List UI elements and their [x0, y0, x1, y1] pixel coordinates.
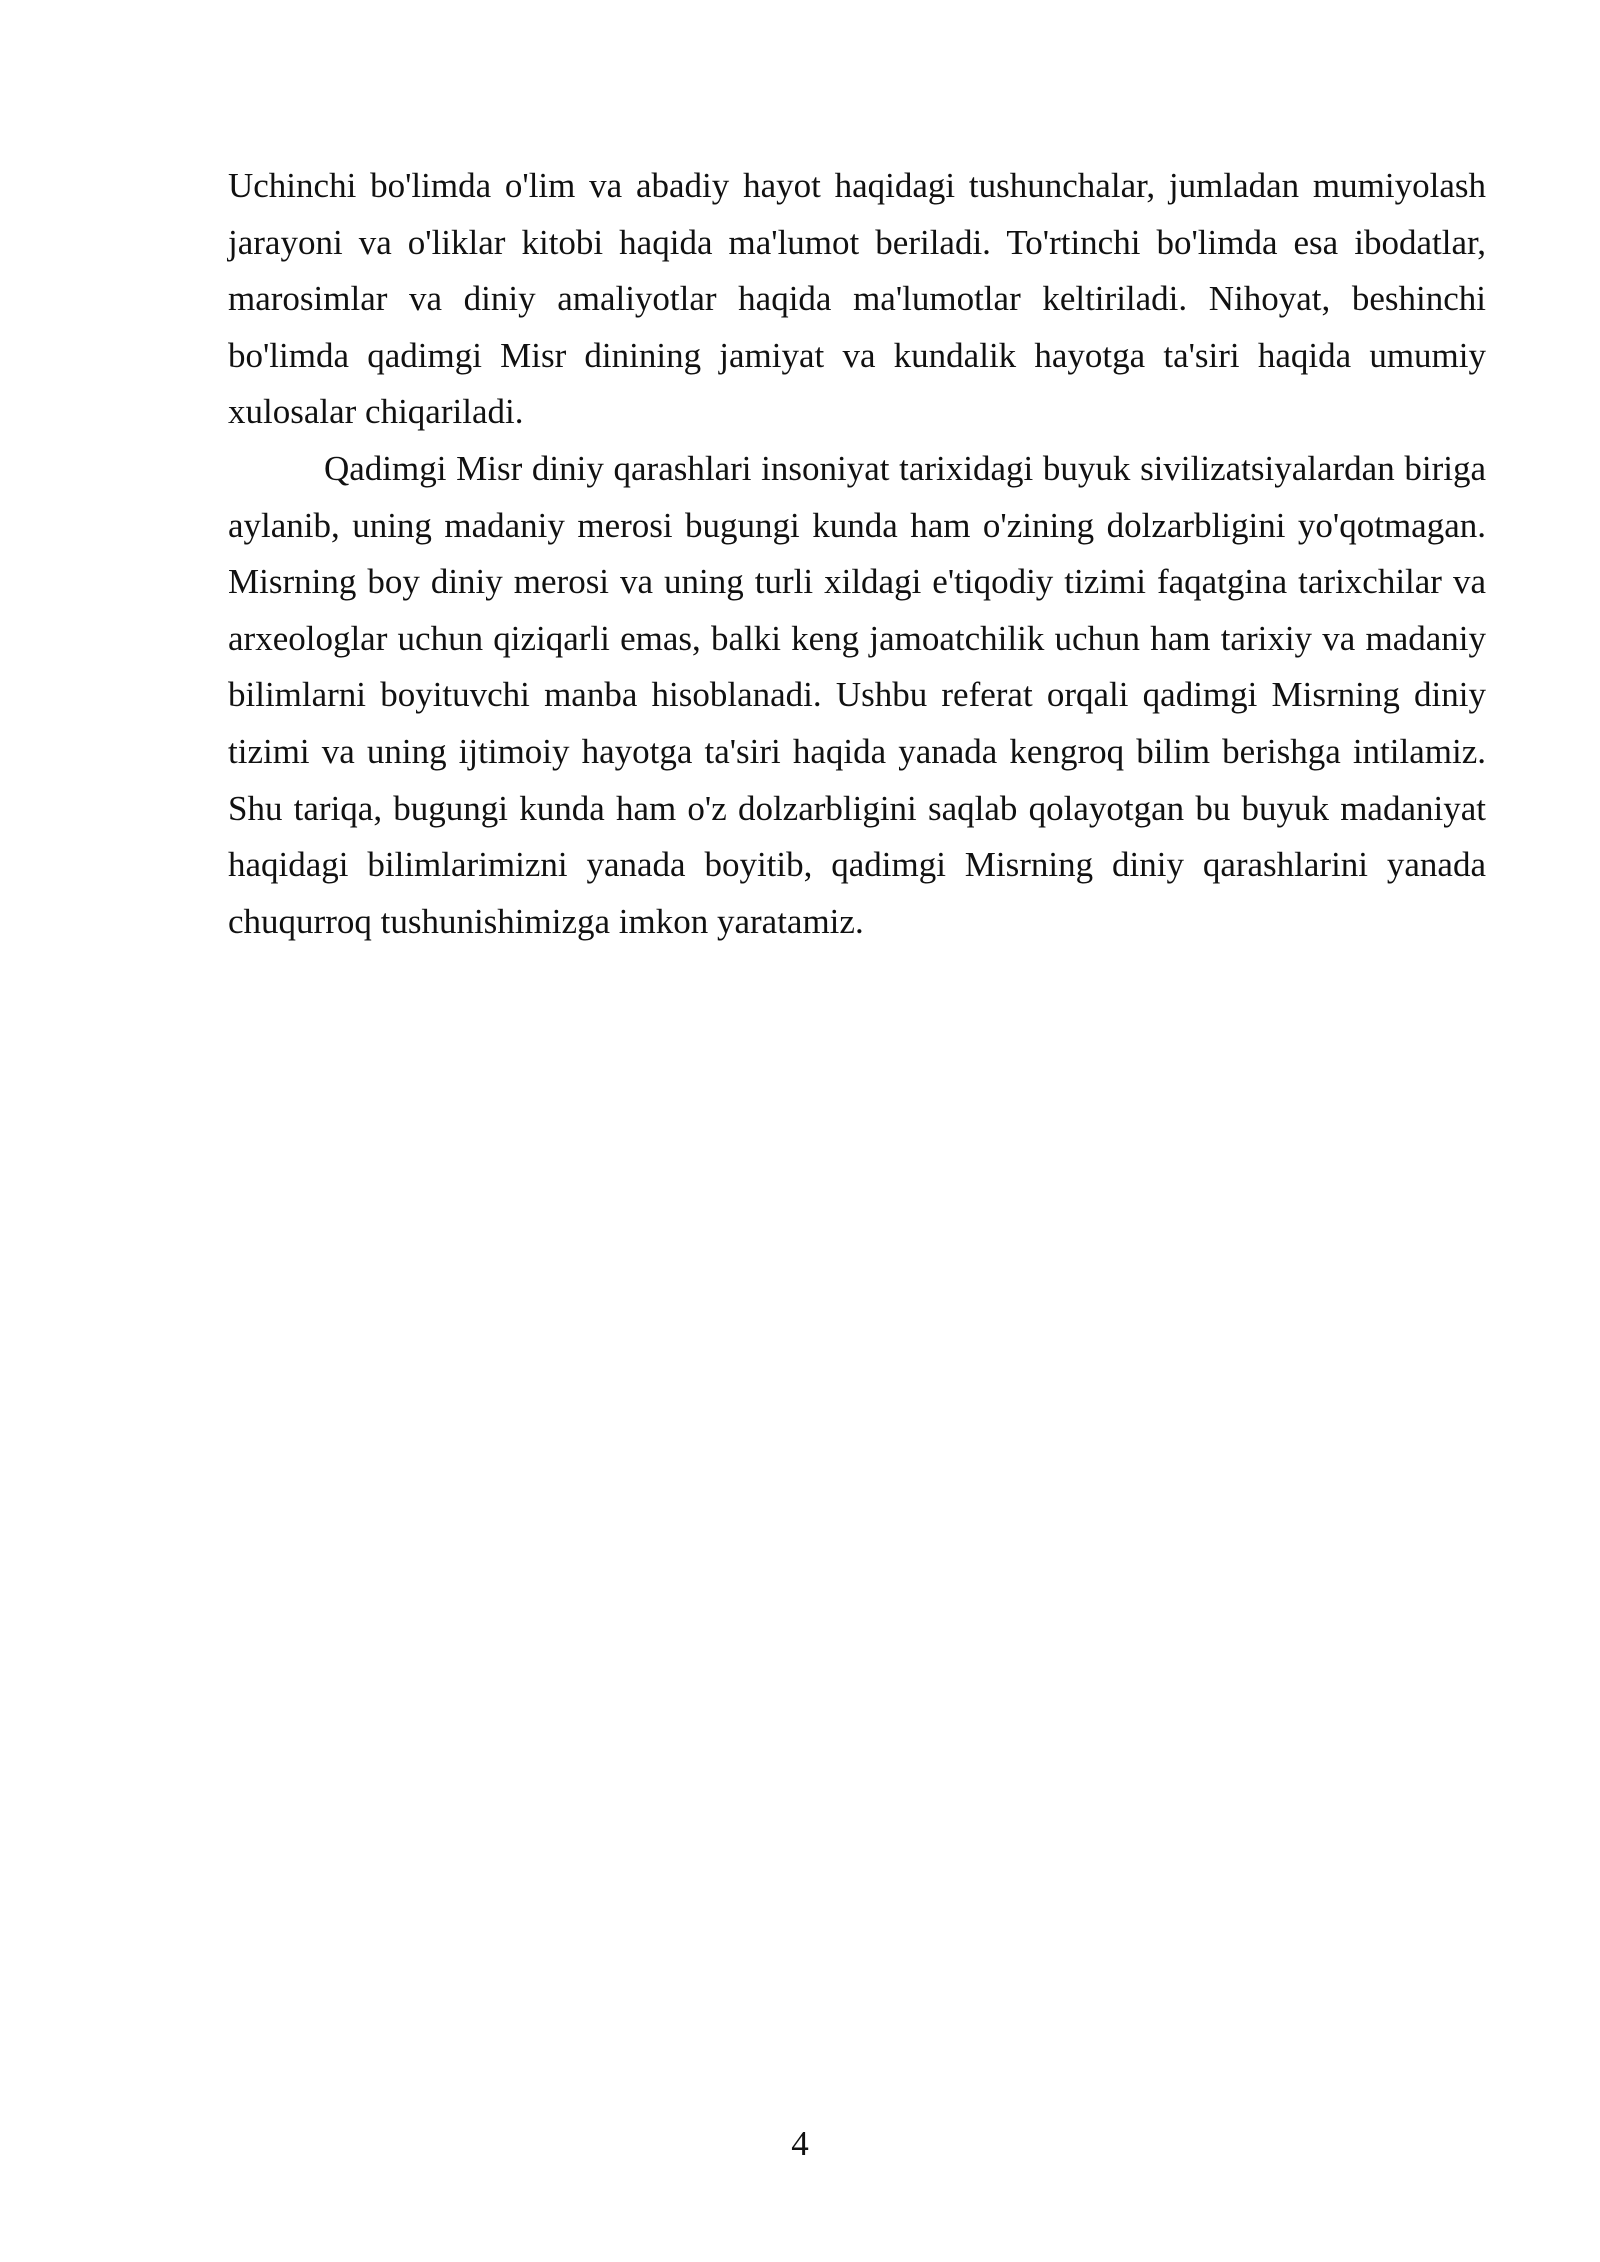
page-number: 4	[791, 2124, 809, 2163]
body-text	[228, 158, 1486, 950]
paragraph-2: Qadimgi Misr diniy qarashlari insoniyat tarixidagi buyuk sivilizatsiyalardan biriga aylanib, uning madaniy merosi bugungi kunda ham o'zining dolzarbligini yo'qotmagan. Misrning boy diniy merosi va uning turli xildagi e'tiqodiy tizimi faqatgina tarixchilar va arxeologlar uchun qiziqarli emas, balki keng jamoatchilik uchun ham tarixiy va madaniy bilimlarni boyituvchi manba hisoblanadi. Ushbu referat orqali qadimgi Misrning diniy tizimi va uning ijtimoiy hayotga ta'siri haqida yanada kengroq bilim berishga intilamiz. Shu tariqa, bugungi kunda ham o'z dolzarbligini saqlab qolayotgan bu buyuk madaniyat haqidagi bilimlarimizni yanada boyitib, qadimgi Misrning diniy qarashlarini yanada chuqurroq tushunishimizga imkon yaratamiz.	[228, 448, 1486, 941]
paragraph-1: Uchinchi bo'limda o'lim va abadiy hayot haqidagi tushunchalar, jumladan mumiyolash jarayoni va o'liklar kitobi haqida ma'lumot beriladi. To'rtinchi bo'limda esa ibodatlar, marosimlar va diniy amaliyotlar haqida ma'lumotlar keltiriladi. Nihoyat, beshinchi bo'limda qadimgi Misr dinining jamiyat va kundalik hayotga ta'siri haqida umumiy xulosalar chiqariladi.	[228, 166, 1486, 432]
